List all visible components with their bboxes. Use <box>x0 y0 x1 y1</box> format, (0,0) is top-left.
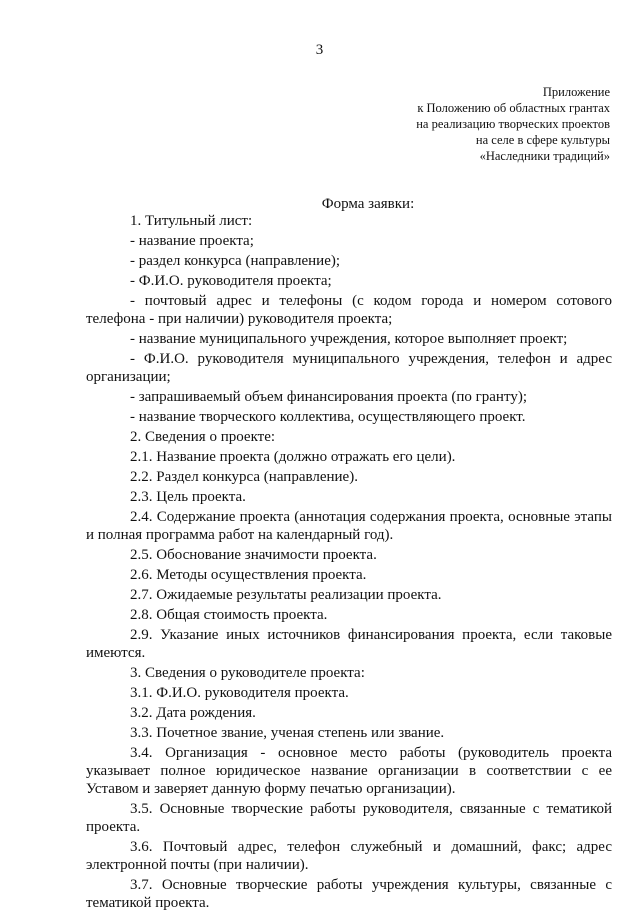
list-item: 2.6. Методы осуществления проекта. <box>130 567 367 583</box>
list-item: - название творческого коллектива, осуществляющего проект. <box>130 409 526 425</box>
list-item: - название проекта; <box>130 233 254 249</box>
list-item: - Ф.И.О. руководителя проекта; <box>130 273 332 289</box>
page-number: 3 <box>315 42 325 58</box>
list-item: 3.3. Почетное звание, ученая степень или звание. <box>130 725 445 741</box>
list-item: 2.2. Раздел конкурса (направление). <box>130 469 358 485</box>
list-item: 3.1. Ф.И.О. руководителя проекта. <box>130 685 349 701</box>
list-item: 1. Титульный лист: <box>130 213 253 229</box>
list-item: 2.8. Общая стоимость проекта. <box>130 607 328 623</box>
list-item: 3.4. Организация - основное место работы (руководитель проекта указывает полное юридическое название организации в соответствии с ее Уставом и заверяет данную форму печатью организации). <box>86 745 612 797</box>
appendix-line: на селе в сфере культуры <box>475 133 610 147</box>
appendix-line: к Положению об областных грантах <box>417 101 610 115</box>
form-title: Форма заявки: <box>321 196 415 212</box>
list-item: - Ф.И.О. руководителя муниципального учреждения, телефон и адрес организации; <box>86 351 612 385</box>
appendix-line: «Наследники традиций» <box>479 149 610 163</box>
list-item: - название муниципального учреждения, которое выполняет проект; <box>130 331 568 347</box>
list-item: 3.6. Почтовый адрес, телефон служебный и домашний, факс; адрес электронной почты (при наличии). <box>86 839 612 873</box>
list-item: 3.2. Дата рождения. <box>130 705 256 721</box>
list-item: 3.5. Основные творческие работы руководителя, связанные с тематикой проекта. <box>86 801 612 835</box>
list-item: 2.9. Указание иных источников финансирования проекта, если таковые имеются. <box>86 627 612 661</box>
list-item: 3.7. Основные творческие работы учреждения культуры, связанные с тематикой проекта. <box>86 877 612 911</box>
appendix-block <box>416 84 610 164</box>
list-item: 3. Сведения о руководителе проекта: <box>130 665 365 681</box>
list-item: - запрашиваемый объем финансирования проекта (по гранту); <box>130 389 527 405</box>
list-item: - раздел конкурса (направление); <box>130 253 341 269</box>
list-item: 2.1. Название проекта (должно отражать его цели). <box>130 449 456 465</box>
list-item: 2.5. Обоснование значимости проекта. <box>130 547 377 563</box>
list-item: 2.3. Цель проекта. <box>130 489 246 505</box>
list-item: 2. Сведения о проекте: <box>130 429 276 445</box>
appendix-line: на реализацию творческих проектов <box>416 117 610 131</box>
list-item: - почтовый адрес и телефоны (с кодом города и номером сотового телефона - при наличии) руководителя проекта; <box>86 293 612 327</box>
list-item: 2.7. Ожидаемые результаты реализации проекта. <box>130 587 442 603</box>
document-body <box>86 212 612 914</box>
list-item: 2.4. Содержание проекта (аннотация содержания проекта, основные этапы и полная программа работ на календарный год). <box>86 509 612 543</box>
appendix-line: Приложение <box>542 85 610 99</box>
